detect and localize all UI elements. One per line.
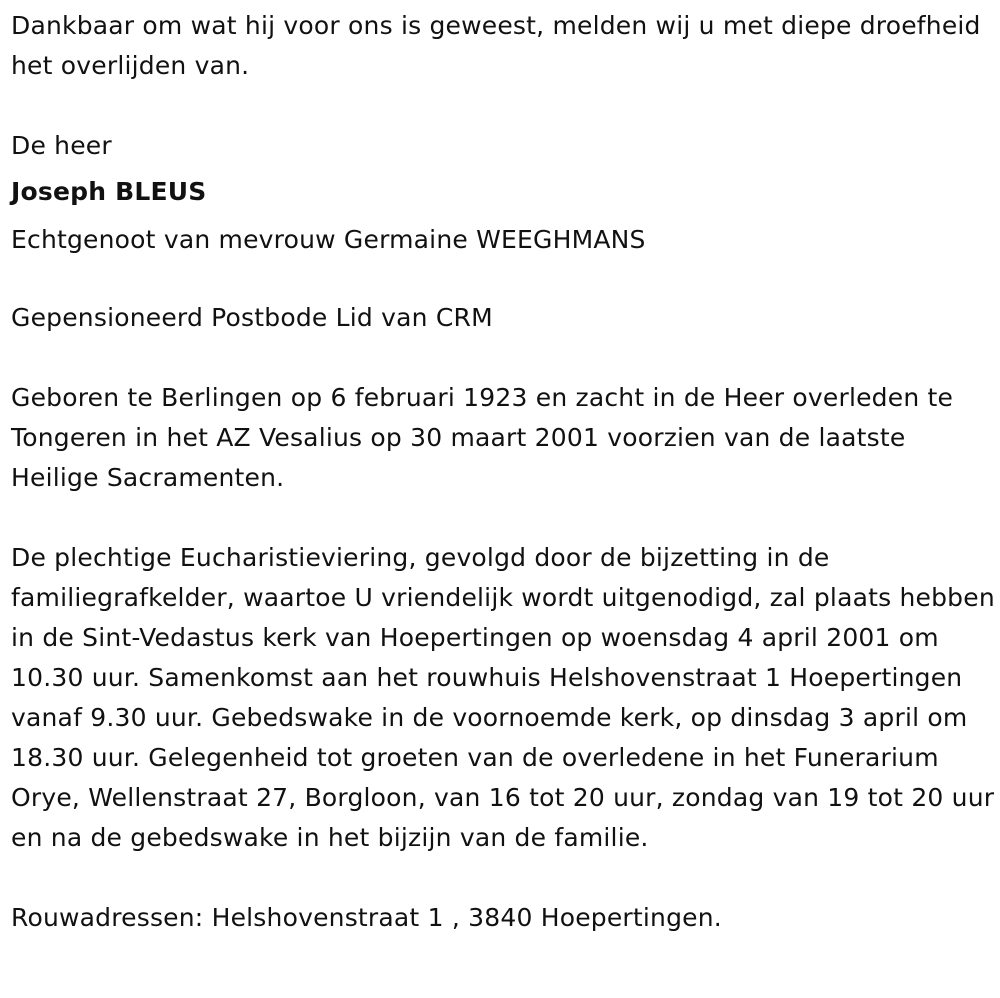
address-line: Rouwadressen: Helshovenstraat 1 , 3840 Hoepertingen. bbox=[11, 903, 722, 932]
spouse-line: Echtgenoot van mevrouw Germaine WEEGHMANS bbox=[11, 225, 646, 254]
profession-line: Gepensioneerd Postbode Lid van CRM bbox=[11, 303, 493, 332]
death-notice bbox=[11, 6, 996, 938]
life-paragraph: Geboren te Berlingen op 6 februari 1923 en zacht in de Heer overleden te Tongeren in het AZ Vesalius op 30 maart 2001 voorzien van de laatste Heilige Sacramenten. bbox=[11, 383, 954, 492]
deceased-name: Joseph BLEUS bbox=[11, 177, 207, 206]
ceremony-paragraph: De plechtige Eucharistieviering, gevolgd door de bijzetting in de familiegrafkelder, waartoe U vriendelijk wordt uitgenodigd, zal plaats hebben in de Sint-Vedastus kerk van Hoepertingen op woensdag 4 april 2001 om 10.30 uur. Samenkomst aan het rouwhuis Helshovenstraat 1 Hoepertingen vanaf 9.30 uur. Gebedswake in de voornoemde kerk, op dinsdag 3 april om 18.30 uur. Gelegenheid tot groeten van de overledene in het Funerarium Orye, Wellenstraat 27, Borgloon, van 16 tot 20 uur, zondag van 19 tot 20 uur en na de gebedswake in het bijzijn van de familie. bbox=[11, 543, 995, 852]
salutation: De heer bbox=[11, 131, 112, 160]
intro-paragraph: Dankbaar om wat hij voor ons is geweest, melden wij u met diepe droefheid het overlijden van. bbox=[11, 11, 981, 80]
